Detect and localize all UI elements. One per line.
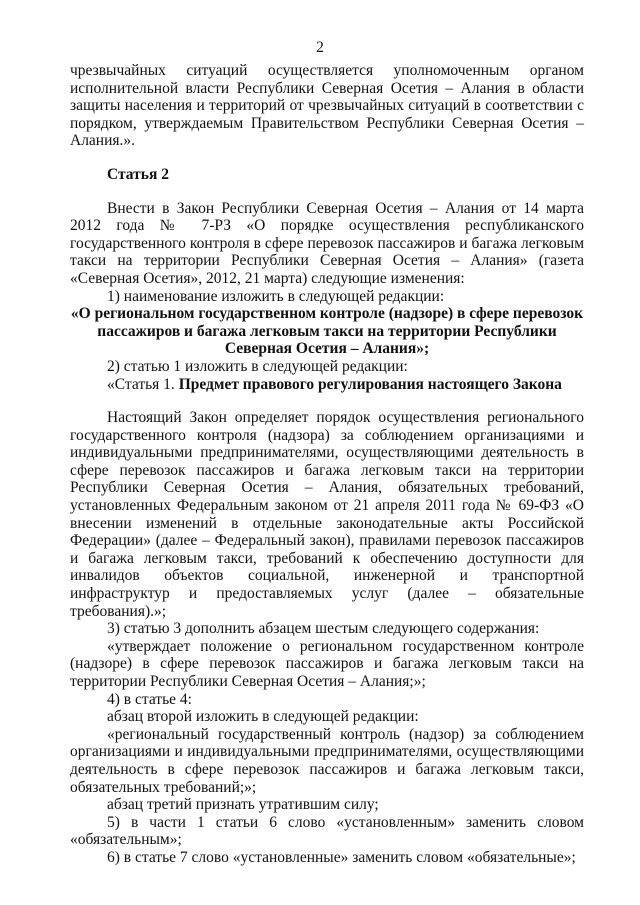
article-1-heading (70, 376, 584, 394)
page-number: 2 (316, 39, 324, 56)
article-heading: Статья 2 (107, 165, 169, 183)
item-4-text: «региональный государственный контроль (надзор) за соблюдением организациями и индивидуальными предпринимателями, осуществляющими деятельность в сфере перевозок пассажиров и багажа легковым такси, обязательных требований;»; (70, 725, 584, 796)
item-3: 3) статью 3 дополнить абзацем шестым следующего содержания: (107, 620, 540, 638)
item-2: 2) статью 1 изложить в следующей редакции: (107, 357, 408, 375)
article-1-title: Предмет правового регулирования настоящего Закона (178, 375, 562, 393)
document-body (70, 62, 584, 867)
new-law-title: «О региональном государственном контроле (надзоре) в сфере перевозок пассажиров и багажа легковым такси на территории Республики Северная Осетия – Алания»; (70, 305, 584, 358)
item-6: 6) в статье 7 слово «установленные» заменить словом «обязательные»; (107, 848, 576, 866)
item-4-a: абзац второй изложить в следующей редакции: (107, 708, 419, 726)
item-4: 4) в статье 4: (107, 690, 192, 708)
item-4-b: абзац третий признать утратившим силу; (107, 796, 379, 814)
item-3-text: «утверждает положение о региональном государственном контроле (надзоре) в сфере перевозок пассажиров и багажа легковым такси на территории Республики Северная Осетия – Алания;»; (70, 637, 584, 690)
item-5: 5) в части 1 статьи 6 слово «установленным» заменить словом «обязательным»; (70, 813, 584, 849)
amendment-intro: Внести в Закон Республики Северная Осетия – Алания от 14 марта 2012 года № 7-РЗ «О порядке осуществления республиканского государственного контроля в сфере перевозок пассажиров и багажа легковым такси на территории Республики Северная Осетия – Алания» (газета «Северная Осетия», 2012, 21 марта) следующие изменения: (70, 199, 584, 287)
article-1-body: Настоящий Закон определяет порядок осуществления регионального государственного контроля (надзора) за соблюдением организациями и индивидуальными предпринимателями, осуществляющими деятельность в сфере перевозок пассажиров и багажа легковым такси на территории Республики Северная Осетия – Алания, обязательных требований, установленных Федеральным законом от 21 апреля 2011 года № 69-ФЗ «О внесении изменений в отдельные законодательные акты Российской Федерации» (далее – Федеральный закон), правилами перевозок пассажиров и багажа легковым такси, требований к обеспечению доступности для инвалидов объектов социальной, инженерной и транспортной инфраструктур и предоставляемых услуг (далее – обязательные требования).»; (70, 409, 584, 620)
article-1-prefix: «Статья 1. (107, 375, 179, 393)
intro-paragraph: чрезвычайных ситуаций осуществляется уполномоченным органом исполнительной власти Республики Северная Осетия – Алания в области защиты населения и территорий от чрезвычайных ситуаций в соответствии с порядком, утверждаемым Правительством Республики Северная Осетия – Алания.». (70, 62, 584, 150)
item-1: 1) наименование изложить в следующей редакции: (107, 287, 445, 305)
